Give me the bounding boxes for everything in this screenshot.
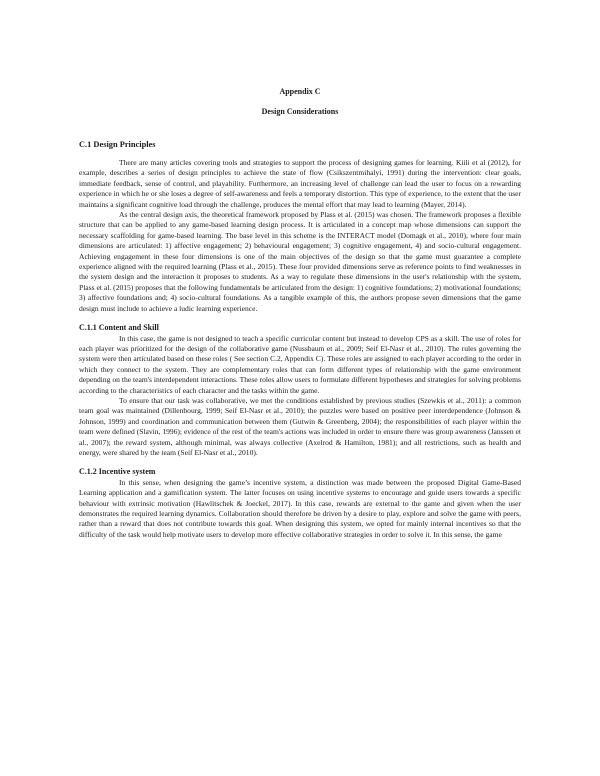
paragraph-c1-2: As the central design axis, the theoretical framework proposed by Plass et al. (2015) was chosen. The framework proposes a flexible structure that can be applied to any game-based learning design process. It is articulated in a concept map whose dimensions can support the necessary scaffolding for game-based learning. The base level in this scheme is the INTERACT model (Domagk et al., 2010), where four main dimensions are articulated: 1) affective engagement; 2) behavioural engagement; 3) cognitive engagement, 4) and socio-cultural engagement. Achieving engagement in these four dimensions is one of the main objectives of the design so that the game must guarantee a complete experience aligned with the required learning (Plass et al., 2015). These four provided dimensions serve as reference points to find weaknesses in the system design and the interaction it proposes to students. As a way to regulate these dimensions in the user's relationship with the system, Plass et al. (2015) proposes that the following fundamentals be articulated from the design: 1) cognitive foundations; 2) motivational foundations; 3) affective foundations and; 4) socio-cultural foundations. As a tangible example of this, the authors propose seven dimensions that the game design must include to achieve a ludic learning experience. xyxy=(79,210,521,313)
appendix-title: Appendix C xyxy=(279,87,321,96)
appendix-subtitle: Design Considerations xyxy=(261,107,339,116)
section-heading-c1: C.1 Design Principles xyxy=(79,140,156,149)
section-heading-c1-1: C.1.1 Content and Skill xyxy=(79,323,159,333)
section-heading-c1-2: C.1.2 Incentive system xyxy=(79,467,156,477)
paragraph-c12-1: In this sense, when designing the game’s incentive system, a distinction was made between the proposed Digital Game-Based Learning application and a gamification system. The latter focuses on using incentive systems to encourage and guide users towards a specific behaviour with extrinsic motivation (Hawlitschek & Joeckel, 2017). In this case, rewards are external to the game and given when the user demonstrates the required learning dynamics. Collaboration should therefore be driven by a desire to play, explore and solve the game with peers, rather than a reward that does not contribute towards this goal. When designing this system, we opted for mainly internal incentives so that the difficulty of the task would help motivate users to develop more effective collaborative strategies in order to solve it. In this sense, the game xyxy=(79,477,521,539)
paragraph-c11-2: To ensure that our task was collaborative, we met the conditions established by previous studies (Szewkis et al., 2011): a common team goal was maintained (Dillenbourg, 1999; Seif El-Nasr et al., 2010); the puzzles were based on positive peer interdependence (Johnson & Johnson, 1999) and coordination and communication between them (Gutwin & Greenberg, 2004); the responsibilities of each player within the team were defined (Slavin, 1996); evidence of the rest of the team's actions was included in order to ensure there was group awareness (Janssen et al., 2007); the reward system, although minimal, was always collective (Axelrod & Hamilton, 1981); and all restrictions, such as health and energy, were shared by the team (Seif El-Nasr et al., 2010). xyxy=(79,395,521,457)
paragraph-c1-1: There are many articles covering tools and strategies to support the process of designing games for learning. Kiili et al (2012), for example, describes a series of design principles to achieve the state of flow (Csikszentmihalyi, 1991) during the intervention: clear goals, immediate feedback, sense of control, and playability. Furthermore, an increasing level of challenge can lead the user to focus on a rewarding experience in which he or she loses a degree of self-awareness and feels a temporary distortion. This type of experience, to the extent that the user maintains a significant cognitive load through the challenge, produces the mental effort that may lead to learning (Mayer, 2014). xyxy=(79,158,521,209)
document-page xyxy=(79,86,521,540)
paragraph-c11-1: In this case, the game is not designed to teach a specific curricular content but instead to develop CPS as a skill. The use of roles for each player was prioritized for the design of the collaborative game (Nussbaum et al., 2009; Seif El-Nasr et al., 2010). The rules governing the system were then articulated based on these roles ( See section C.2, Appendix C). These roles are assigned to each player according to the order in which they connect to the system. They are complementary roles that can form different types of relationship with the game environment depending on the team's interdependent interactions. These roles allow users to formulate different hypotheses and strategies for solving problems according to the characteristics of each character and the tasks within the game. xyxy=(79,333,521,395)
